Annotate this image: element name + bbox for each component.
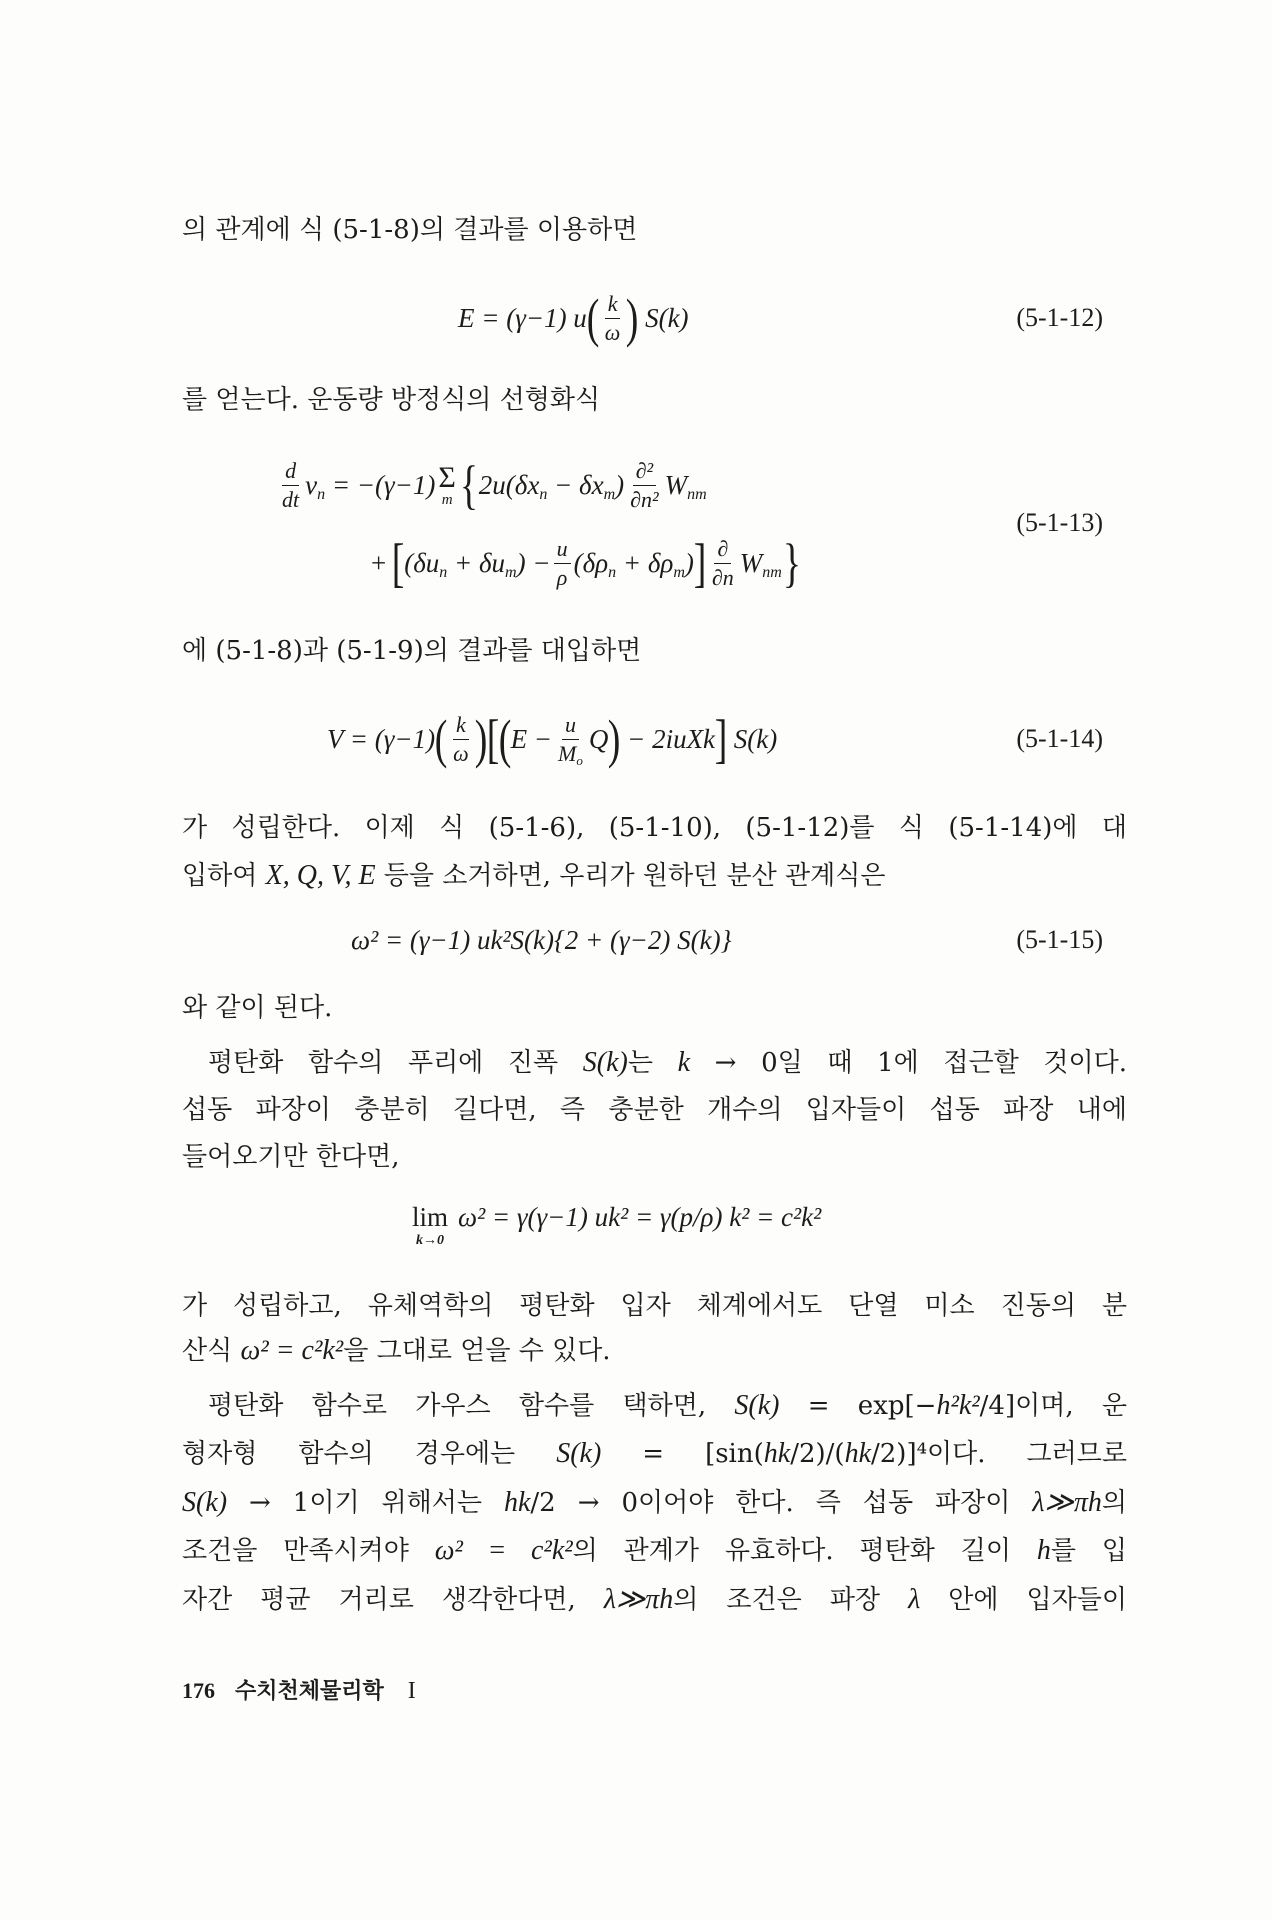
eq-term [740,548,782,579]
eq-term: S(k) [727,723,778,754]
text-line-8: 섭동 파장이 충분히 길다면, 즉 충분한 개수의 입자들이 섭동 파장 내에 [182,1095,1127,1125]
text-line-5 [182,856,886,896]
text-segment: → 0일 때 1에 접근할 것이다. [690,1048,1127,1078]
subscript: m [505,563,517,581]
inline-math: λ [908,1584,921,1615]
fraction-second-derivative [627,459,661,510]
plus-sign: + [371,547,387,578]
left-bracket: [ [391,533,405,593]
subscript: n [539,485,548,503]
inline-math: hk [503,1487,531,1518]
inline-math: X, Q, V, E [265,860,376,891]
inline-math: S(k) [556,1438,602,1469]
text-segment: 의 [1101,1488,1127,1518]
eq-term: ω² = (γ−1) uk²S(k){2 + (γ−2) S(k)} [351,924,732,955]
equation-label: (5-1-12) [1016,303,1103,332]
equation-5-1-12 [458,283,689,353]
inline-math: S(k) [582,1047,628,1078]
equation-5-1-15 [351,920,731,960]
text-segment: = [sin( [601,1439,764,1469]
inline-math: ω² = c²k² [240,1335,344,1366]
text-segment: 의 조건은 파장 [673,1585,909,1615]
lim-symbol: lim [412,1202,449,1232]
eq-term: S(k) [638,302,689,333]
text-segment: 입하여 [182,861,266,891]
text-segment: /4]이며, 운 [979,1391,1127,1421]
text-line-2: 를 얻는다. 운동량 방정식의 선형화식 [182,385,601,415]
book-title: 수치천체물리학 [235,1678,384,1704]
text-segment: 산식 [182,1336,241,1366]
numerator: ∂² [633,459,656,485]
text-line-14 [182,1483,1127,1523]
text-segment: 조건을 만족시켜야 [182,1536,435,1566]
summation [438,460,456,508]
text-segment: /2)]⁴이다. 그러므로 [871,1439,1127,1469]
text-segment: 을 그대로 얻을 수 있다. [343,1336,611,1366]
denominator: ω [453,740,469,766]
right-bracket: ] [714,709,728,769]
symbol: + δu [447,547,506,578]
text-segment: 의 관계가 유효하다. 평탄화 길이 [572,1536,1037,1566]
text-segment: 자간 평균 거리로 생각한다면, [182,1585,604,1615]
subscript: m [603,485,616,503]
equation-5-1-13-line-1 [276,447,707,523]
sigma-symbol: Σ [438,460,456,494]
eq-term: E = (γ−1) u [458,302,587,333]
text-segment: 를 입 [1050,1536,1127,1566]
symbol: = −(γ−1) [325,469,436,500]
equation-limit [412,1200,821,1256]
text-segment: 등을 소거하면, 우리가 원하던 분산 관계식은 [375,861,886,891]
fraction-u-mach [555,712,586,768]
page-footer [182,1676,416,1706]
numerator: ∂ [714,537,731,563]
denominator: ω [604,319,621,345]
fraction-derivative [709,537,737,588]
numerator: u [554,537,571,563]
subscript: nm [687,485,707,503]
text-line-7 [208,1043,1127,1083]
symbol: (δu [404,547,440,578]
denominator: ρ [556,564,568,590]
inline-math: S(k) [182,1487,228,1518]
fraction-k-omega [602,292,624,343]
denominator [555,740,586,768]
numerator: k [453,713,469,739]
inline-math: λ≫πh [603,1584,674,1615]
text-segment: 형자형 함수의 경우에는 [182,1439,557,1469]
subscript: n [439,563,448,581]
page-number: 176 [182,1678,215,1703]
subscript: n [608,563,617,581]
equation-label: (5-1-14) [1016,724,1103,753]
text-segment: = exp[− [779,1391,937,1421]
symbol: − δx [547,469,604,500]
right-bracket: ] [693,533,707,593]
numerator: d [282,459,299,485]
inline-math: h²k² [936,1390,980,1421]
equation-label: (5-1-13) [1016,508,1103,537]
equation-5-1-14 [327,699,777,779]
eq-term [665,470,707,501]
text-segment: /2)/( [790,1439,845,1469]
equation-5-1-13-line-2 [371,525,802,601]
volume-number: I [407,1678,416,1704]
right-paren: ) [626,288,639,348]
limit-condition: k→0 [416,1233,444,1248]
eq-term [404,548,550,579]
left-brace: { [459,455,478,515]
numerator: u [562,713,579,739]
text-line-6: 와 같이 된다. [182,993,333,1023]
summation-index: m [441,491,453,508]
eq-term [574,548,694,579]
text-line-10: 가 성립하고, 유체역학의 평탄화 입자 체계에서도 단열 미소 진동의 분 [182,1291,1127,1321]
text-line-9: 들어오기만 한다면, [182,1142,400,1172]
text-line-16 [182,1580,1127,1620]
eq-term: − 2iuXk [620,723,716,754]
inline-math: λ≫πh [1032,1487,1102,1518]
eq-term: E − [510,723,553,754]
eq-term [479,470,624,501]
subscript: nm [762,563,782,581]
left-paren: ( [498,709,511,769]
numerator: k [605,292,621,318]
eq-term: Q [588,723,609,754]
right-brace: } [782,533,801,593]
inline-math: ω² = c²k² [434,1535,573,1566]
left-paren: ( [586,288,600,348]
text-line-1: 의 관계에 식 (5-1-8)의 결과를 이용하면 [182,215,638,245]
text-line-3: 에 (5-1-8)과 (5-1-9)의 결과를 대입하면 [182,636,642,666]
text-line-4: 가 성립한다. 이제 식 (5-1-6), (5-1-10), (5-1-12)를 식 (5-1-14)에 대 [182,813,1127,843]
fraction-d-dt [279,459,302,510]
text-segment: 평탄화 함수로 가우스 함수를 택하면, [208,1391,735,1421]
denominator: ∂n² [630,486,659,512]
symbol: ) − [516,547,551,578]
denominator: dt [282,486,300,512]
symbol: (δρ [573,547,609,578]
symbol: v [305,469,318,500]
inline-math: hk [763,1438,791,1469]
text-segment: 평탄화 함수의 푸리에 진폭 [208,1048,583,1078]
fraction-u-rho [554,537,571,588]
text-segment: 는 [627,1048,678,1078]
inline-math: S(k) [734,1390,780,1421]
text-line-15 [182,1531,1127,1571]
symbol: ) [615,469,625,500]
symbol: W [739,547,763,578]
subscript: o [576,752,583,768]
eq-term [305,470,435,501]
equation-label: (5-1-15) [1016,925,1103,954]
subscript: n [317,485,326,503]
right-paren: ) [608,709,621,769]
eq-term: V = (γ−1) [327,723,436,754]
limit-operator [412,1200,448,1248]
symbol: M [558,740,577,766]
text-segment: 안에 입자들이 [920,1585,1128,1615]
right-paren: ) [474,709,487,769]
text-segment: /2 → 0이어야 한다. 즉 섭동 파장이 [530,1488,1033,1518]
text-line-11 [182,1331,611,1371]
fraction-k-omega [450,713,472,764]
inline-math: hk [844,1438,871,1469]
symbol: + δρ [616,547,674,578]
eq-term: ω² = γ(γ−1) uk² = γ(p/ρ) k² = c²k² [458,1202,822,1232]
text-line-13 [182,1434,1127,1474]
subscript: m [673,563,685,581]
denominator: ∂n [711,564,734,590]
symbol: 2u(δx [478,469,540,500]
text-line-12 [208,1386,1127,1426]
left-paren: ( [434,709,448,769]
symbol: W [664,469,688,500]
inline-math: h [1036,1535,1051,1566]
inline-math: k [677,1047,691,1078]
text-segment: → 1이기 위해서는 [227,1488,504,1518]
left-bracket: [ [486,709,499,769]
symbol: ) [684,547,694,578]
